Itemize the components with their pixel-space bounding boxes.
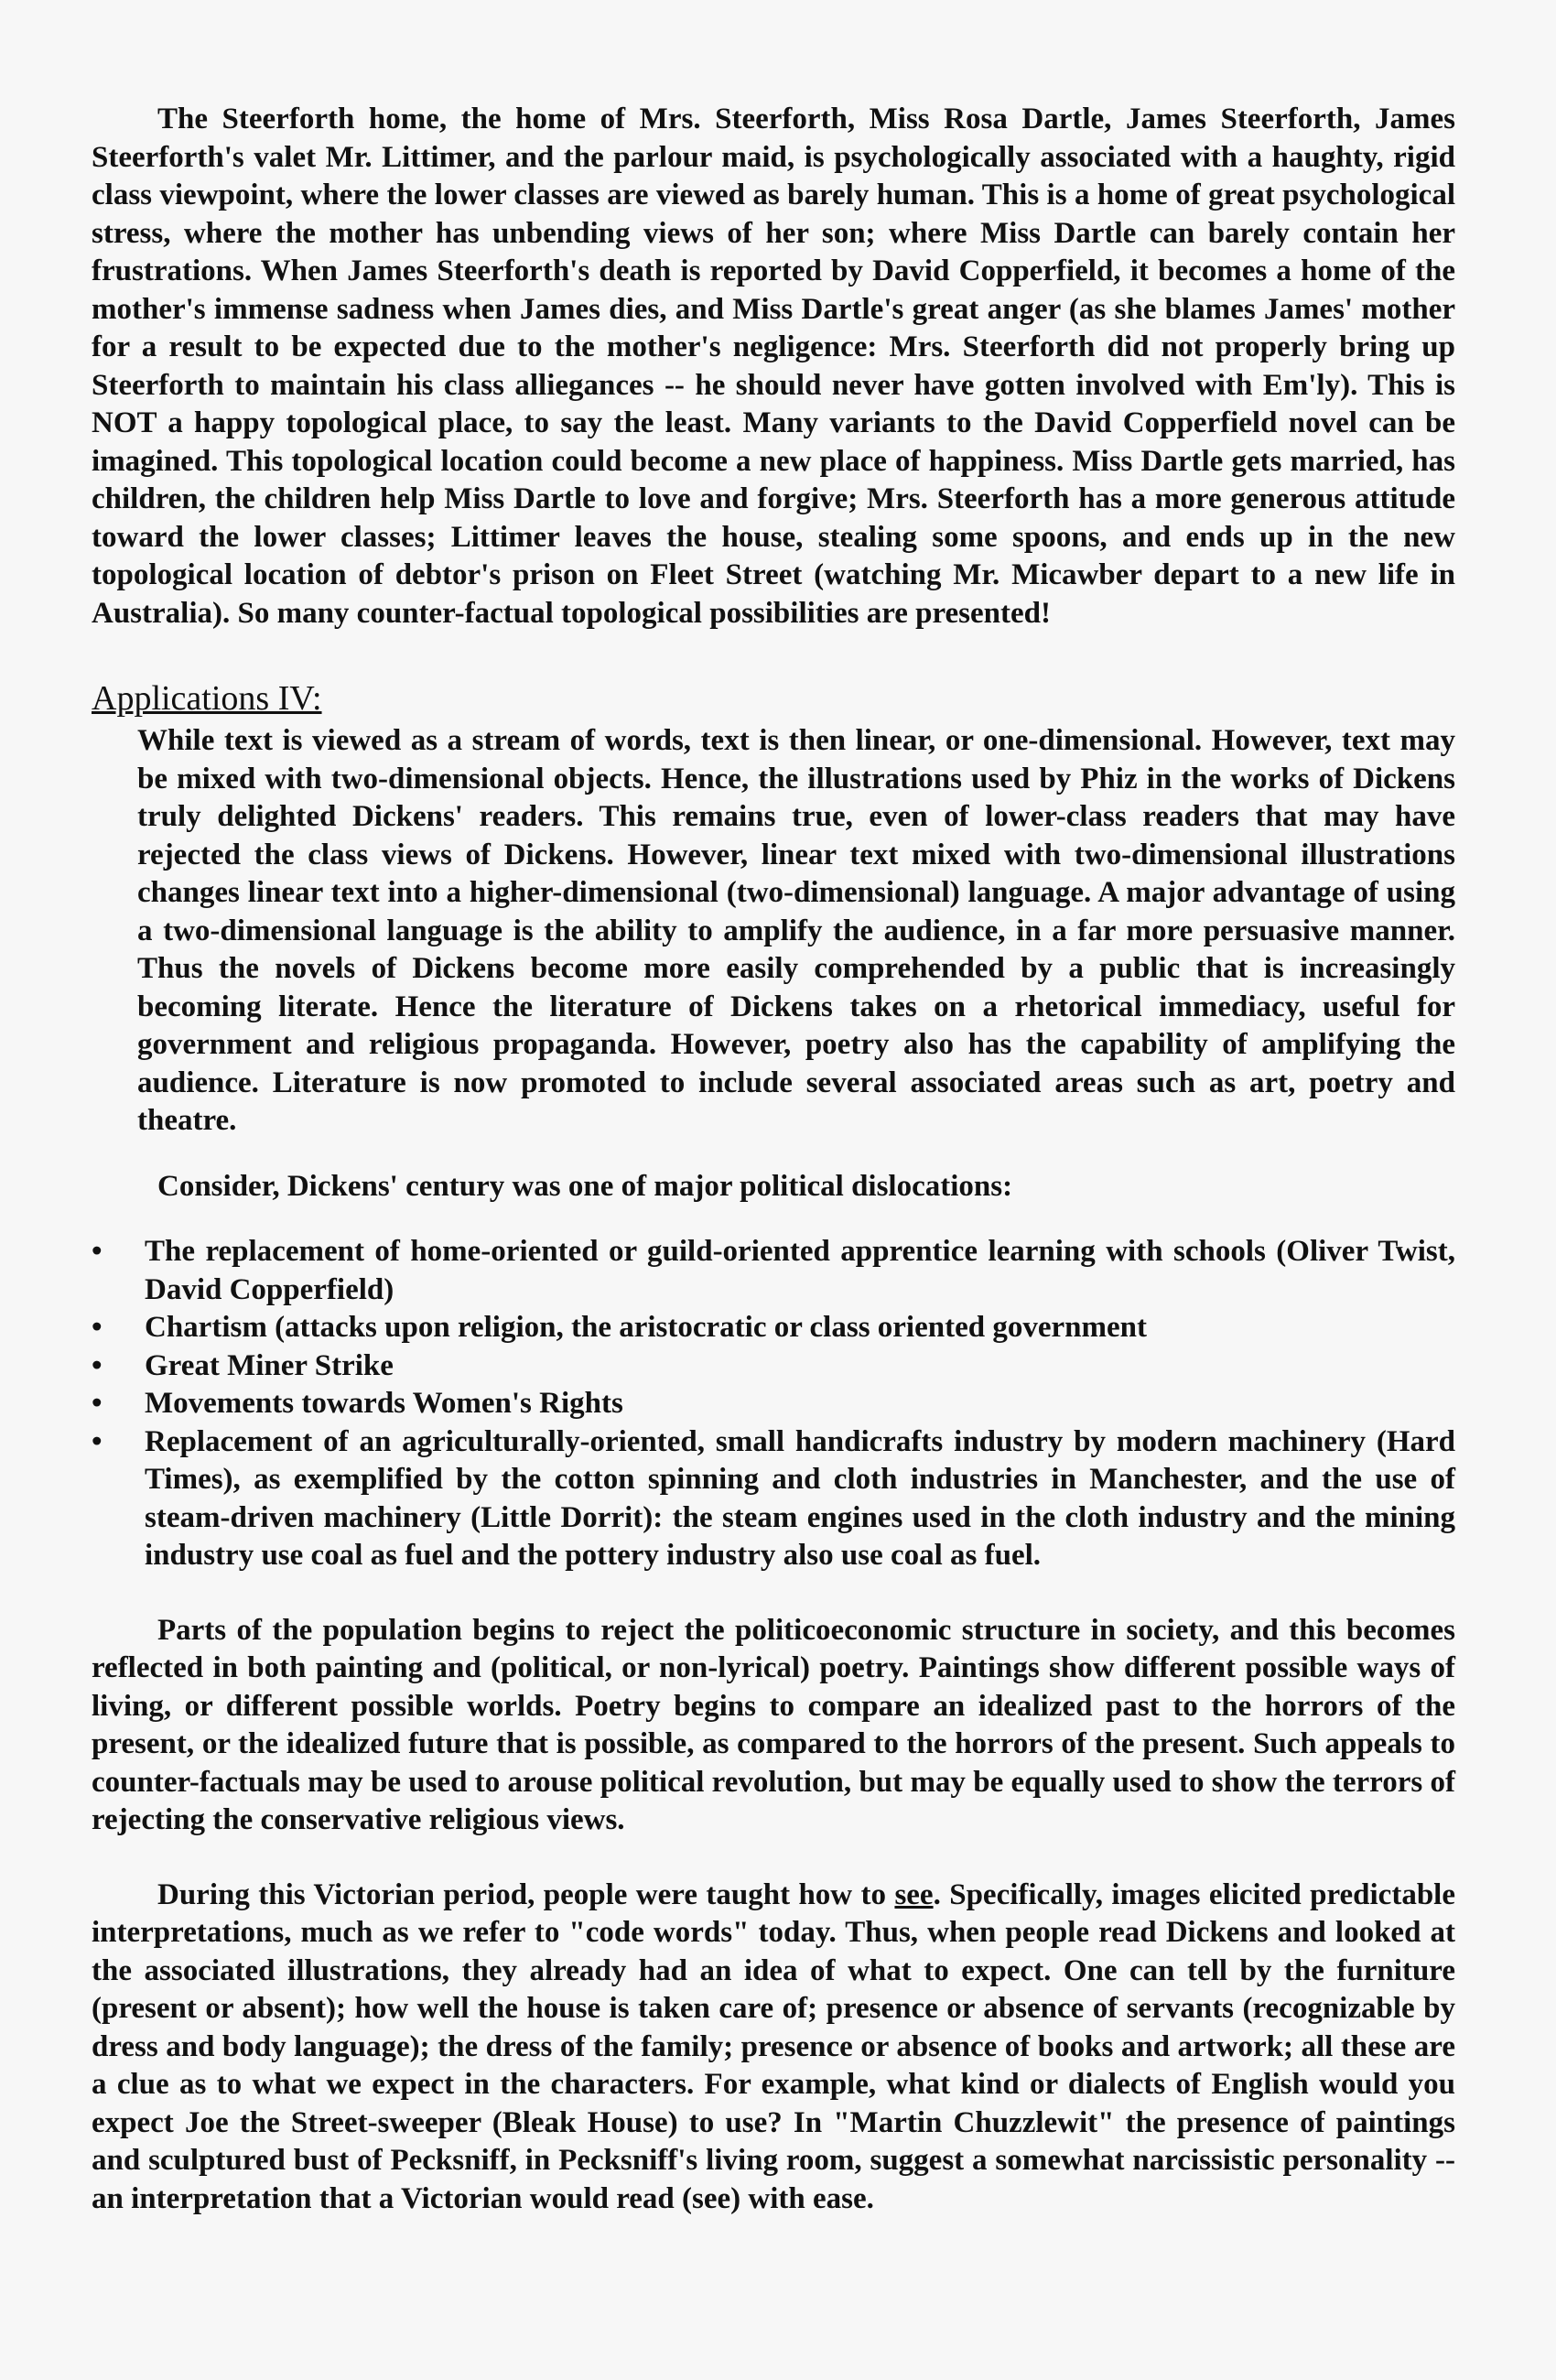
bullet-text: Movements towards Women's Rights — [145, 1387, 623, 1420]
paragraph-steerforth-home: The Steerforth home, the home of Mrs. Steerforth, Miss Rosa Dartle, James Steerforth, James Steerforth's valet Mr. Littimer, and the parlour maid, is psychologically associated with a haughty, rigid class viewpoint, where the lower classes are viewed as barely human. This is a home of great psychological stress, where the mother has unbending views of her son; where Miss Dartle can barely contain her frustrations. When James Steerforth's death is reported by David Copperfield, it becomes a home of the mother's immense sadness when James dies, and Miss Dartle's great anger (as she blames James' mother for a result to be expected due to the mother's negligence: Mrs. Steerforth did not properly bring up Steerforth to maintain his class alliegances -- he should never have gotten involved with Em'ly). This is NOT a happy topological place, to say the least. Many variants to the David Copperfield novel can be imagined. This topological location could become a new place of happiness. Miss Dartle gets married, has children, the children help Miss Dartle to love and forgive; Mrs. Steerforth has a more generous attitude toward the lower classes; Littimer leaves the house, stealing some spoons, and ends up in the new topological location of debtor's prison on Fleet Street (watching Mr. Micawber depart to a new life in Australia). So many counter-factual topological possibilities are presented! — [92, 103, 1455, 630]
bullet-item — [92, 1233, 1455, 1309]
bullet-icon: • — [92, 1348, 103, 1382]
bullet-text: Chartism (attacks upon religion, the aristocratic or class oriented government — [145, 1311, 1147, 1344]
paragraph-population-rejects: Parts of the population begins to reject the politicoeconomic structure in society, and this becomes reflected in both painting and (political, or non-lyrical) poetry. Paintings show different possible ways of living, or different possible worlds. Poetry begins to compare an idealized past to the horrors of the present, or the idealized future that is possible, as compared to the horrors of the present. Such appeals to counter-factuals may be used to arouse political revolution, but may be equally used to show the terrors of rejecting the conservative religious views. — [92, 1613, 1455, 1836]
paragraph-political-dislocations: Consider, Dickens' century was one of major political dislocations: — [157, 1169, 1013, 1203]
bullet-item — [92, 1385, 1455, 1423]
bullet-text: Replacement of an agriculturally-oriented, small handicrafts industry by modern machinery (Hard Times), as exemplified by the cotton spinning and cloth industries in Manchester, and the use of steam-driven machinery (Little Dorrit): the steam engines used in the cloth industry and the mining industry use coal as fuel and the pottery industry also use coal as fuel. — [145, 1424, 1455, 1572]
bullet-list-dislocations — [92, 1233, 1455, 1575]
paragraph-victorian-before: During this Victorian period, people were taught how to — [157, 1877, 895, 1911]
underlined-word-see: see — [894, 1877, 934, 1911]
bullet-icon: • — [92, 1235, 103, 1268]
bullet-item — [92, 1347, 1455, 1386]
paragraph-victorian-period — [92, 1877, 1455, 2219]
document-page — [92, 101, 1455, 2218]
bullet-text: Great Miner Strike — [145, 1348, 394, 1382]
bullet-item — [92, 1423, 1455, 1575]
paragraph-victorian-after: . Specifically, images elicited predictable interpretations, much as we refer to "code words" today. Thus, when people read Dickens and looked at the associated illustrations, they already had an idea of what to expect. One can tell by the furniture (present or absent); how well the house is taken care of; presence or absence of servants (recognizable by dress and body language); the dress of the family; presence or absence of books and artwork; all these are a clue as to what we expect in the characters. For example, what kind or dialects of English would you expect Joe the Street-sweeper (Bleak House) to use? In "Martin Chuzzlewit" the presence of paintings and sculptured bust of Pecksniff, in Pecksniff's living room, suggest a somewhat narcissistic personality -- an interpretation that a Victorian would read (see) with ease. — [92, 1877, 1455, 2215]
bullet-icon: • — [92, 1311, 103, 1344]
paragraph-linear-text: While text is viewed as a stream of words, text is then linear, or one-dimensional. However, text may be mixed with two-dimensional objects. Hence, the illustrations used by Phiz in the works of Dickens truly delighted Dickens' readers. This remains true, even of lower-class readers that may have rejected the class views of Dickens. However, linear text mixed with two-dimensional illustrations changes linear text into a higher-dimensional (two-dimensional) language. A major advantage of using a two-dimensional language is the ability to amplify the audience, in a far more persuasive manner. Thus the novels of Dickens become more easily comprehended by a public that is increasingly becoming literate. Hence the literature of Dickens takes on a rhetorical immediacy, useful for government and religious propaganda. However, poetry also has the capability of amplifying the audience. Literature is now promoted to include several associated areas such as art, poetry and theatre. — [137, 724, 1455, 1137]
bullet-text: The replacement of home-oriented or guild-oriented apprentice learning with schools (Oliver Twist, David Copperfield) — [145, 1235, 1455, 1306]
bullet-item — [92, 1309, 1455, 1347]
bullet-icon: • — [92, 1424, 103, 1458]
bullet-icon: • — [92, 1387, 103, 1420]
section-heading-applications-iv: Applications IV: — [92, 679, 322, 718]
